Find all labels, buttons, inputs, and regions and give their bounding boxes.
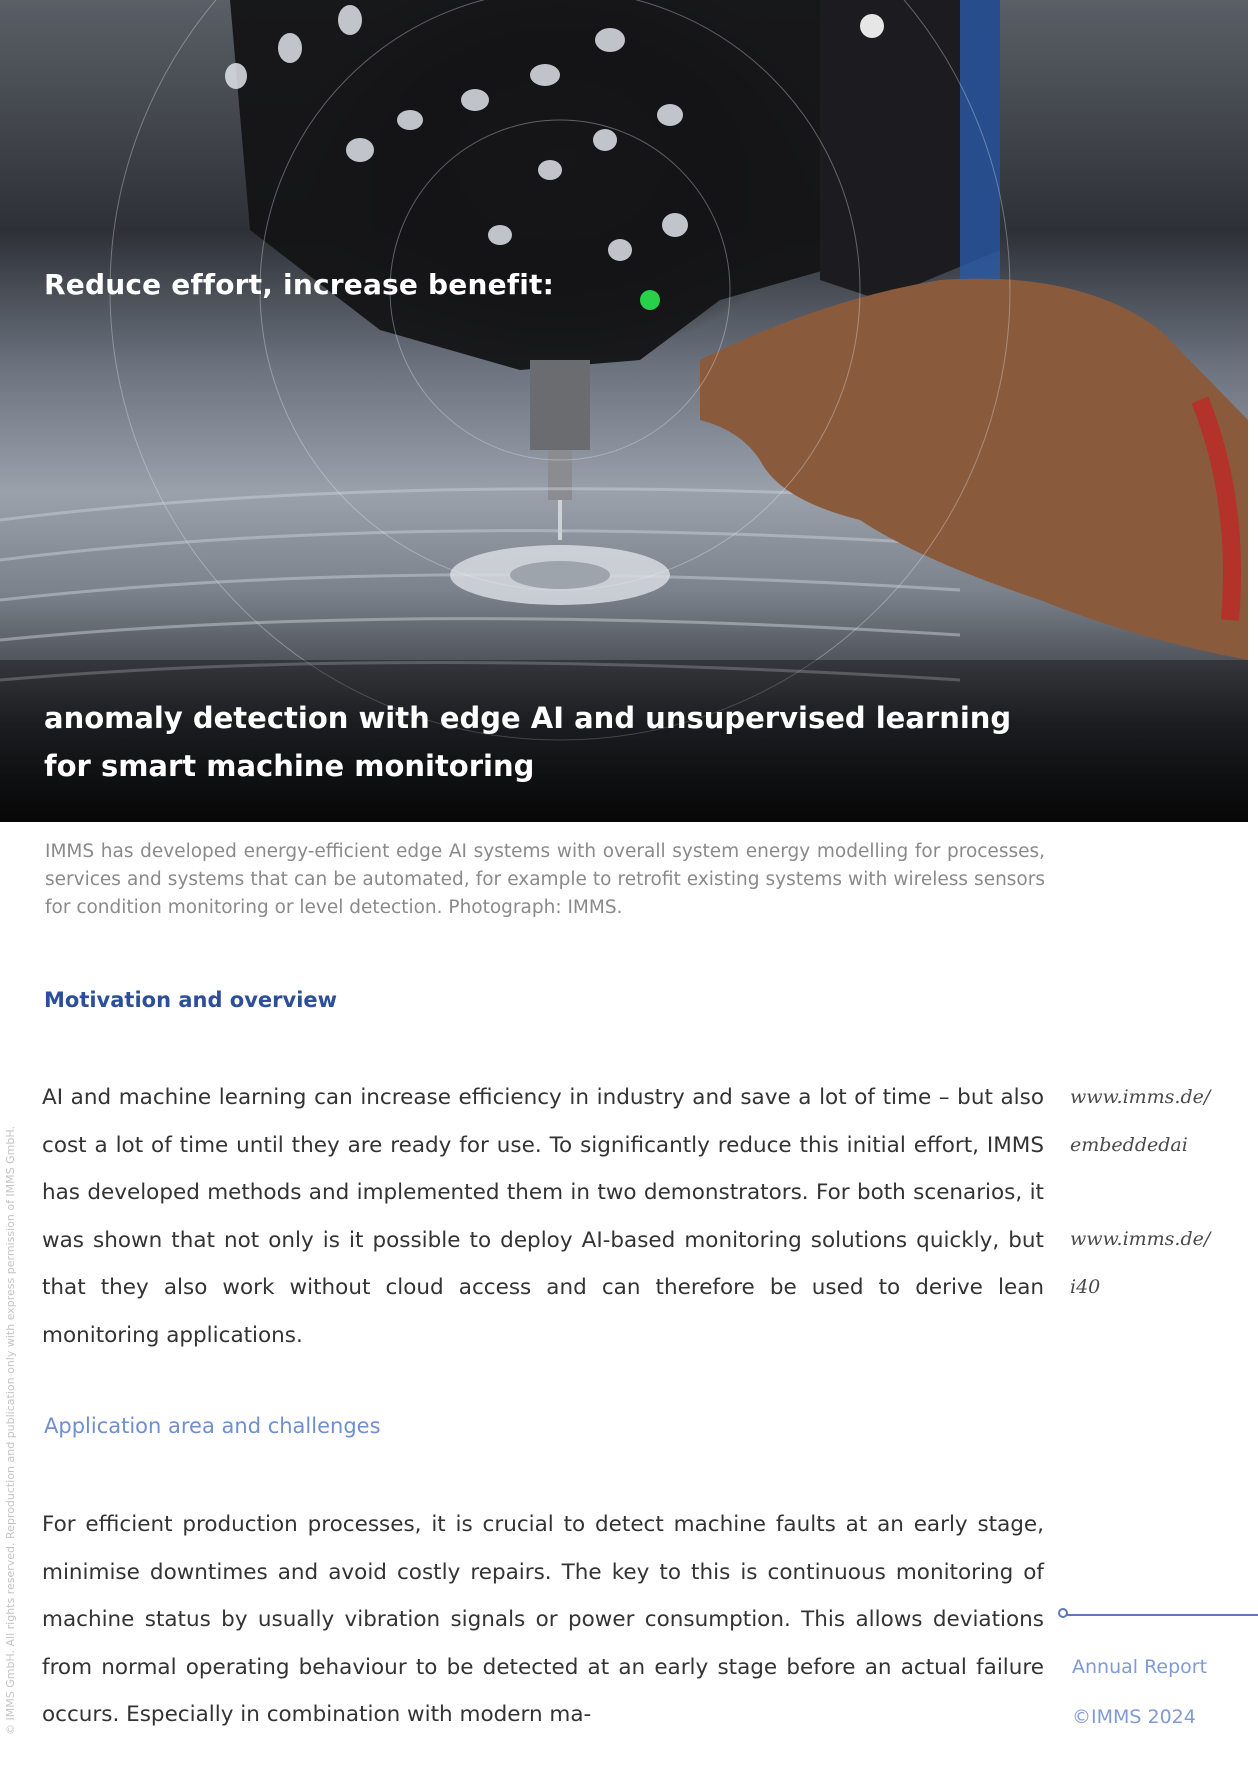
footer-dot-icon [1058,1608,1068,1618]
footer-report-year: ©IMMS 2024 [1072,1706,1196,1728]
hero-title-bottom: anomaly detection with edge AI and unsupervised learning for smart machine monitoring [44,701,1012,783]
section-text-application: For efficient production processes, it is crucial to detect machine faults at an early stage, minimise downtimes and avoid costly repairs. The key to this is continuous monitoring of machine status by usually vibration signals or power consumption. This allows deviations from normal operating behaviour to be detected at an early stage before an actual failure occurs. Especially in combination with modern ma- [42,1512,1044,1727]
section-heading-motivation: Motivation and overview [44,988,338,1012]
margin-link-line[interactable]: embeddedai [1070,1133,1188,1156]
hero-photo [0,0,1248,822]
footer-divider [1064,1614,1258,1616]
margin-link-line[interactable]: i40 [1070,1275,1101,1298]
photo-caption: IMMS has developed energy-efficient edge AI systems with overall system energy modelling for processes, services and systems that can be automated, for example to retrofit existing systems with wireless sensors for condition monitoring or level detection. Photograph: IMMS. [45,841,1045,918]
footer-report-title: Annual Report [1072,1656,1208,1678]
section-heading-application: Application area and challenges [44,1414,381,1438]
margin-link-line[interactable]: www.imms.de/ [1070,1086,1211,1108]
hero-title-top: Reduce effort, increase benefit: [44,268,554,301]
margin-link-line[interactable]: www.imms.de/ [1070,1228,1211,1250]
margin-link-embeddedai[interactable] [1070,1074,1210,1169]
margin-link-i40[interactable] [1070,1216,1210,1311]
section-text-motivation: AI and machine learning can increase efficiency in industry and save a lot of time – but also cost a lot of time until they are ready for use. To significantly reduce this initial effort, IMMS has developed methods and implemented them in two demonstrators. For both scenarios, it was shown that not only is it possible to deploy AI-based monitoring solutions quickly, but that they also work without cloud access and can therefore be used to derive lean monitoring applications. [42,1085,1044,1348]
copyright-notice: © IMMS GmbH. All rights reserved. Reproduction and publication only with express permission of IMMS GmbH. [4,1126,17,1735]
